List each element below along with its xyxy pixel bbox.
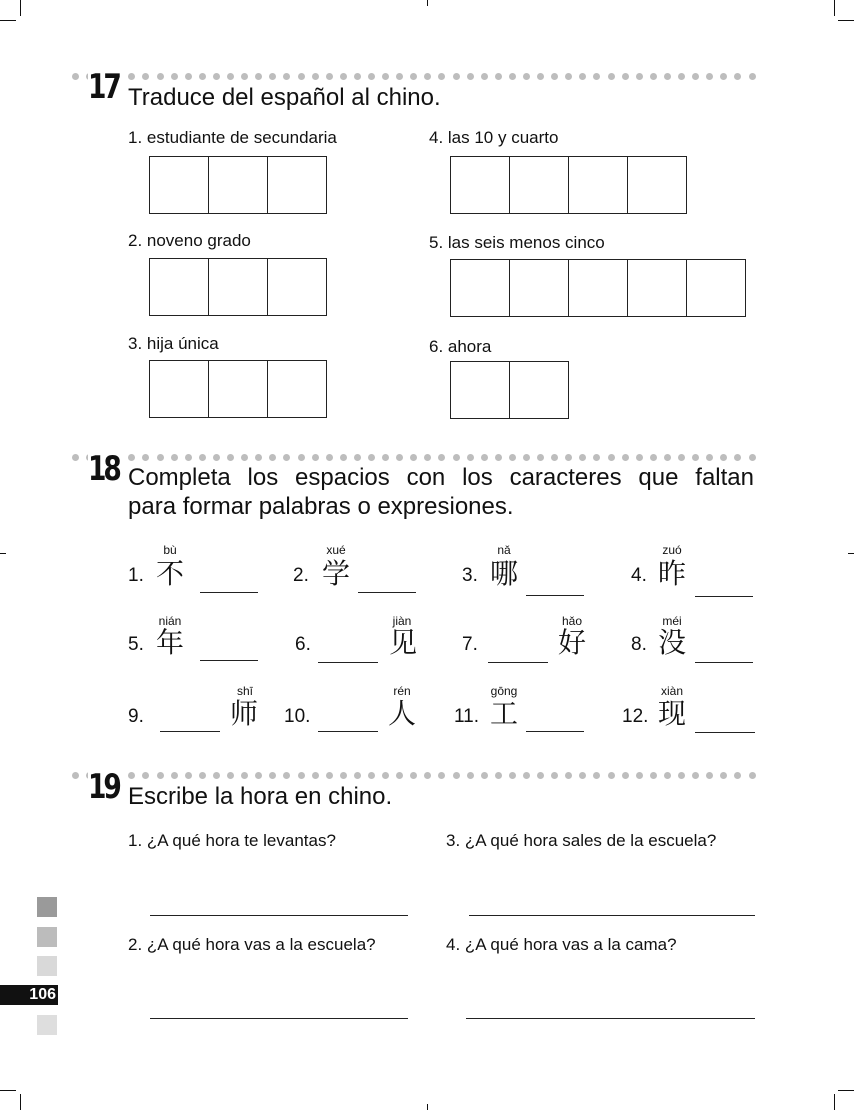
rule-dot xyxy=(199,73,206,80)
rule-dot xyxy=(720,772,727,779)
s18-item-11-number: 11. xyxy=(454,706,480,727)
s18-item-7-blank[interactable] xyxy=(488,662,548,663)
s18-item-8-char: 没 xyxy=(658,626,687,659)
s18-item-5-char: 年 xyxy=(156,626,185,659)
s17-item-1-label: 1. estudiante de secundaria xyxy=(128,128,337,147)
rule-dot xyxy=(565,73,572,80)
rule-dot xyxy=(185,772,192,779)
rule-dot xyxy=(185,73,192,80)
side-tab-mid xyxy=(37,927,57,947)
rule-dot xyxy=(326,772,333,779)
rule-dot xyxy=(438,73,445,80)
s17-item-5-label: 5. las seis menos cinco xyxy=(429,233,605,252)
s18-item-4-blank[interactable] xyxy=(695,596,753,597)
rule-dot xyxy=(312,772,319,779)
rule-dot xyxy=(312,454,319,461)
rule-dot xyxy=(185,454,192,461)
rule-dot xyxy=(227,772,234,779)
s18-item-9-number: 9. xyxy=(128,706,144,727)
crop-mark-bc xyxy=(427,1104,428,1110)
rule-dot xyxy=(410,454,417,461)
rule-dot xyxy=(424,772,431,779)
rule-dot xyxy=(340,772,347,779)
s18-item-10-number: 10. xyxy=(284,706,311,727)
rule-dot xyxy=(650,454,657,461)
s17-item-2-label: 2. noveno grado xyxy=(128,231,251,250)
s18-item-6-pinyin: jiàn xyxy=(392,614,412,628)
crop-mark-tr-h xyxy=(838,20,854,21)
rule-dot xyxy=(410,73,417,80)
section-17-title: Traduce del español al chino. xyxy=(128,84,441,111)
crop-mark-tl-h xyxy=(0,20,16,21)
rule-dot xyxy=(565,454,572,461)
rule-dot xyxy=(157,772,164,779)
rule-dot xyxy=(734,73,741,80)
crop-mark-br-h xyxy=(838,1090,854,1091)
s18-item-3-char: 哪 xyxy=(490,557,519,590)
rule-dot xyxy=(255,772,262,779)
rule-dot xyxy=(579,454,586,461)
rule-dot xyxy=(312,73,319,80)
rule-dot xyxy=(340,454,347,461)
s18-item-9-char: 师 xyxy=(230,697,259,730)
section-19-title: Escribe la hora en chino. xyxy=(128,783,393,810)
rule-dot xyxy=(551,73,558,80)
rule-dot xyxy=(199,454,206,461)
rule-dot xyxy=(396,454,403,461)
s18-item-5-pinyin: nián xyxy=(158,614,182,628)
rule-dot xyxy=(269,772,276,779)
rule-dot xyxy=(622,772,629,779)
s19-question-1: 1. ¿A qué hora te levantas? xyxy=(128,831,336,850)
crop-mark-br xyxy=(834,1094,835,1110)
s17-item-3-boxes[interactable] xyxy=(149,360,327,418)
s18-item-12-pinyin: xiàn xyxy=(660,684,683,698)
s17-item-4-boxes[interactable] xyxy=(450,156,687,214)
s18-item-2-char: 学 xyxy=(322,557,351,590)
crop-mark-bl-h xyxy=(0,1090,16,1091)
rule-dot xyxy=(481,73,488,80)
rule-dot xyxy=(523,73,530,80)
rule-dot xyxy=(72,772,79,779)
rule-dot xyxy=(382,454,389,461)
s18-item-8-pinyin: méi xyxy=(662,614,682,628)
section-18-title-line-2: para formar palabras o expresiones. xyxy=(128,493,514,520)
s18-item-7-char: 好 xyxy=(558,626,587,659)
s17-item-1-boxes[interactable] xyxy=(149,156,327,214)
s19-question-4: 4. ¿A qué hora vas a la cama? xyxy=(446,935,677,954)
rule-dot xyxy=(326,73,333,80)
rule-dot xyxy=(368,454,375,461)
s17-item-4-label: 4. las 10 y cuarto xyxy=(429,128,559,147)
rule-dot xyxy=(664,73,671,80)
page-number: 106 xyxy=(0,985,58,1005)
rule-dot xyxy=(199,772,206,779)
rule-dot xyxy=(213,772,220,779)
rule-dot xyxy=(255,73,262,80)
rule-dot xyxy=(636,454,643,461)
rule-dot xyxy=(749,454,756,461)
rule-dot xyxy=(142,454,149,461)
rule-dot xyxy=(608,73,615,80)
rule-dot xyxy=(636,772,643,779)
s18-item-3-blank[interactable] xyxy=(526,595,584,596)
rule-dot xyxy=(72,73,79,80)
crop-mark-mr xyxy=(848,553,854,554)
rule-dot xyxy=(537,73,544,80)
crop-mark-tc xyxy=(427,0,428,6)
crop-mark-bl xyxy=(20,1094,21,1110)
rule-dot xyxy=(593,73,600,80)
s18-item-3-pinyin: nǎ xyxy=(497,543,511,557)
rule-dot xyxy=(481,772,488,779)
s18-item-11-char: 工 xyxy=(490,697,519,730)
rule-dot xyxy=(481,454,488,461)
s18-item-10-char: 人 xyxy=(388,697,417,730)
section-18-dotted-rule xyxy=(72,453,756,461)
s18-item-8-blank[interactable] xyxy=(695,662,753,663)
rule-dot xyxy=(354,772,361,779)
rule-dot xyxy=(326,454,333,461)
rule-dot xyxy=(706,772,713,779)
section-18-number: 18 xyxy=(88,452,123,486)
rule-dot xyxy=(255,454,262,461)
s18-item-2-number: 2. xyxy=(293,565,309,586)
rule-dot xyxy=(298,73,305,80)
rule-dot xyxy=(467,454,474,461)
side-tab-lightest xyxy=(37,1015,57,1035)
s19-answer-4-line[interactable] xyxy=(466,1018,755,1019)
rule-dot xyxy=(608,772,615,779)
rule-dot xyxy=(692,454,699,461)
crop-mark-ml xyxy=(0,553,6,554)
s17-item-3-label: 3. hija única xyxy=(128,334,219,353)
side-tab-dark xyxy=(37,897,57,917)
s17-item-6-boxes[interactable] xyxy=(450,361,569,419)
s17-item-6-label: 6. ahora xyxy=(429,337,492,356)
rule-dot xyxy=(241,772,248,779)
rule-dot xyxy=(424,73,431,80)
rule-dot xyxy=(734,772,741,779)
s18-item-12-blank[interactable] xyxy=(695,732,755,733)
section-17-number: 17 xyxy=(88,70,123,104)
s19-question-3: 3. ¿A qué hora sales de la escuela? xyxy=(446,831,717,850)
rule-dot xyxy=(128,454,135,461)
section-19-number: 19 xyxy=(88,770,123,804)
rule-dot xyxy=(509,772,516,779)
side-tab-light xyxy=(37,956,57,976)
rule-dot xyxy=(283,73,290,80)
s18-item-11-pinyin: gōng xyxy=(490,684,518,698)
rule-dot xyxy=(227,73,234,80)
rule-dot xyxy=(453,73,460,80)
rule-dot xyxy=(283,454,290,461)
rule-dot xyxy=(495,772,502,779)
s18-item-9-blank[interactable] xyxy=(160,731,220,732)
rule-dot xyxy=(171,772,178,779)
rule-dot xyxy=(213,454,220,461)
s18-item-2-blank[interactable] xyxy=(358,592,416,593)
rule-dot xyxy=(171,454,178,461)
s18-item-12-number: 12. xyxy=(622,706,649,727)
rule-dot xyxy=(382,772,389,779)
s17-item-5-boxes[interactable] xyxy=(450,259,746,317)
rule-dot xyxy=(128,772,135,779)
s18-item-10-blank[interactable] xyxy=(318,731,378,732)
section-17-dotted-rule xyxy=(72,72,756,80)
s18-item-6-char: 见 xyxy=(389,626,418,659)
s18-item-6-blank[interactable] xyxy=(318,662,378,663)
rule-dot xyxy=(410,772,417,779)
section-18-title-line-1: Completa los espacios con los caracteres que faltan xyxy=(128,464,754,491)
rule-dot xyxy=(509,454,516,461)
rule-dot xyxy=(283,772,290,779)
rule-dot xyxy=(593,454,600,461)
s18-item-12-char: 现 xyxy=(658,697,687,730)
s18-item-6-number: 6. xyxy=(295,634,311,655)
s19-answer-2-line[interactable] xyxy=(150,1018,408,1019)
rule-dot xyxy=(142,772,149,779)
rule-dot xyxy=(692,772,699,779)
rule-dot xyxy=(227,454,234,461)
s18-item-4-char: 昨 xyxy=(658,557,687,590)
s18-item-1-pinyin: bù xyxy=(163,543,177,557)
rule-dot xyxy=(438,772,445,779)
rule-dot xyxy=(495,73,502,80)
rule-dot xyxy=(396,73,403,80)
rule-dot xyxy=(664,454,671,461)
rule-dot xyxy=(171,73,178,80)
s18-item-4-pinyin: zuó xyxy=(662,543,682,557)
rule-dot xyxy=(523,772,530,779)
s19-question-2: 2. ¿A qué hora vas a la escuela? xyxy=(128,935,376,954)
s18-item-9-pinyin: shī xyxy=(236,684,253,698)
s18-item-7-number: 7. xyxy=(462,634,478,655)
rule-dot xyxy=(565,772,572,779)
rule-dot xyxy=(368,73,375,80)
rule-dot xyxy=(269,454,276,461)
s18-item-7-pinyin: hǎo xyxy=(561,614,583,628)
rule-dot xyxy=(354,454,361,461)
rule-dot xyxy=(396,772,403,779)
s18-item-2-pinyin: xué xyxy=(326,543,346,557)
rule-dot xyxy=(241,73,248,80)
rule-dot xyxy=(650,73,657,80)
rule-dot xyxy=(340,73,347,80)
rule-dot xyxy=(608,454,615,461)
crop-mark-tr xyxy=(834,0,835,16)
rule-dot xyxy=(509,73,516,80)
rule-dot xyxy=(298,772,305,779)
rule-dot xyxy=(157,73,164,80)
rule-dot xyxy=(438,454,445,461)
rule-dot xyxy=(706,73,713,80)
rule-dot xyxy=(354,73,361,80)
rule-dot xyxy=(142,73,149,80)
rule-dot xyxy=(734,454,741,461)
rule-dot xyxy=(537,772,544,779)
rule-dot xyxy=(749,772,756,779)
rule-dot xyxy=(720,73,727,80)
rule-dot xyxy=(453,454,460,461)
rule-dot xyxy=(368,772,375,779)
rule-dot xyxy=(298,454,305,461)
rule-dot xyxy=(523,454,530,461)
rule-dot xyxy=(664,772,671,779)
rule-dot xyxy=(241,454,248,461)
s18-item-1-blank[interactable] xyxy=(200,592,258,593)
rule-dot xyxy=(636,73,643,80)
rule-dot xyxy=(551,772,558,779)
rule-dot xyxy=(622,73,629,80)
rule-dot xyxy=(579,772,586,779)
s18-item-10-pinyin: rén xyxy=(393,684,411,698)
s18-item-1-char: 不 xyxy=(156,557,185,590)
rule-dot xyxy=(622,454,629,461)
rule-dot xyxy=(678,454,685,461)
rule-dot xyxy=(269,73,276,80)
s18-item-1-number: 1. xyxy=(128,565,144,586)
rule-dot xyxy=(678,772,685,779)
crop-mark-tl xyxy=(20,0,21,16)
rule-dot xyxy=(551,454,558,461)
rule-dot xyxy=(579,73,586,80)
s18-item-8-number: 8. xyxy=(631,634,647,655)
rule-dot xyxy=(593,772,600,779)
rule-dot xyxy=(382,73,389,80)
s17-item-2-boxes[interactable] xyxy=(149,258,327,316)
rule-dot xyxy=(706,454,713,461)
rule-dot xyxy=(749,73,756,80)
s18-item-11-blank[interactable] xyxy=(526,731,584,732)
s18-item-5-blank[interactable] xyxy=(200,660,258,661)
rule-dot xyxy=(424,454,431,461)
s19-answer-1-line[interactable] xyxy=(150,915,408,916)
rule-dot xyxy=(128,73,135,80)
rule-dot xyxy=(720,454,727,461)
s18-item-4-number: 4. xyxy=(631,565,647,586)
section-19-dotted-rule xyxy=(72,771,756,779)
rule-dot xyxy=(692,73,699,80)
rule-dot xyxy=(213,73,220,80)
rule-dot xyxy=(453,772,460,779)
rule-dot xyxy=(650,772,657,779)
rule-dot xyxy=(537,454,544,461)
rule-dot xyxy=(495,454,502,461)
s18-item-3-number: 3. xyxy=(462,565,478,586)
rule-dot xyxy=(467,772,474,779)
rule-dot xyxy=(467,73,474,80)
s19-answer-3-line[interactable] xyxy=(469,915,755,916)
s18-item-5-number: 5. xyxy=(128,634,144,655)
rule-dot xyxy=(72,454,79,461)
rule-dot xyxy=(678,73,685,80)
rule-dot xyxy=(157,454,164,461)
